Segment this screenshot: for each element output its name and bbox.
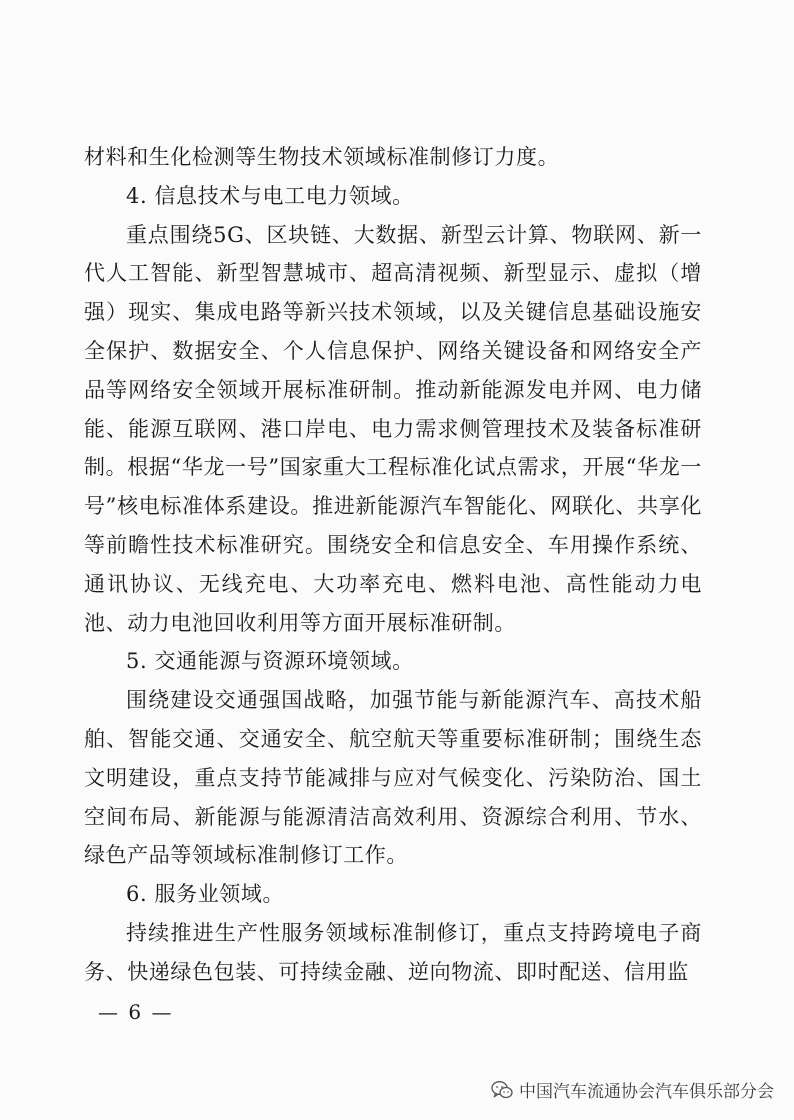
document-body [84,138,702,992]
section-heading-5: 5. 交通能源与资源环境领域。 [126,649,414,674]
watermark-text: 中国汽车流通协会汽车俱乐部分会 [519,1082,774,1102]
section-heading-6: 6. 服务业领域。 [126,882,285,907]
paragraph-transport-energy: 围绕建设交通强国战略，加强节能与新能源汽车、高技术船舶、智能交通、交通安全、航空航天等重要标准研制；围绕生态文明建设，重点支持节能减排与应对气候变化、污染防治、国土空间布局、新能源与能源清洁高效利用、资源综合利用、节水、绿色产品等领域标准制修订工作。 [84,688,702,868]
wechat-watermark [491,1077,774,1102]
section-heading-4: 4. 信息技术与电工电力领域。 [126,183,414,208]
paragraph-services: 持续推进生产性服务领域标准制修订，重点支持跨境电子商务、快递绿色包装、可持续金融、逆向物流、即时配送、信用监 [84,920,702,984]
paragraph-continuation: 材料和生化检测等生物技术领域标准制修订力度。 [84,145,560,169]
paragraph-it-electric: 重点围绕5G、区块链、大数据、新型云计算、物联网、新一代人工智能、新型智慧城市、超高清视频、新型显示、虚拟（增强）现实、集成电路等新兴技术领域，以及关键信息基础设施安全保护、数据安全、个人信息保护、网络关键设备和网络安全产品等网络安全领域开展标准研制。推动新能源发电并网、电力储能、能源互联网、港口岸电、电力需求侧管理技术及装备标准研制。根据“华龙一号”国家重大工程标准化试点需求，开展“华龙一号”核电标准体系建设。推进新能源汽车智能化、网联化、共享化等前瞻性技术标准研究。围绕安全和信息安全、车用操作系统、通讯协议、无线充电、大功率充电、燃料电池、高性能动力电池、动力电池回收利用等方面开展标准研制。 [84,222,702,635]
wechat-icon [491,1080,513,1100]
page-number: — 6 — [98,1000,174,1024]
